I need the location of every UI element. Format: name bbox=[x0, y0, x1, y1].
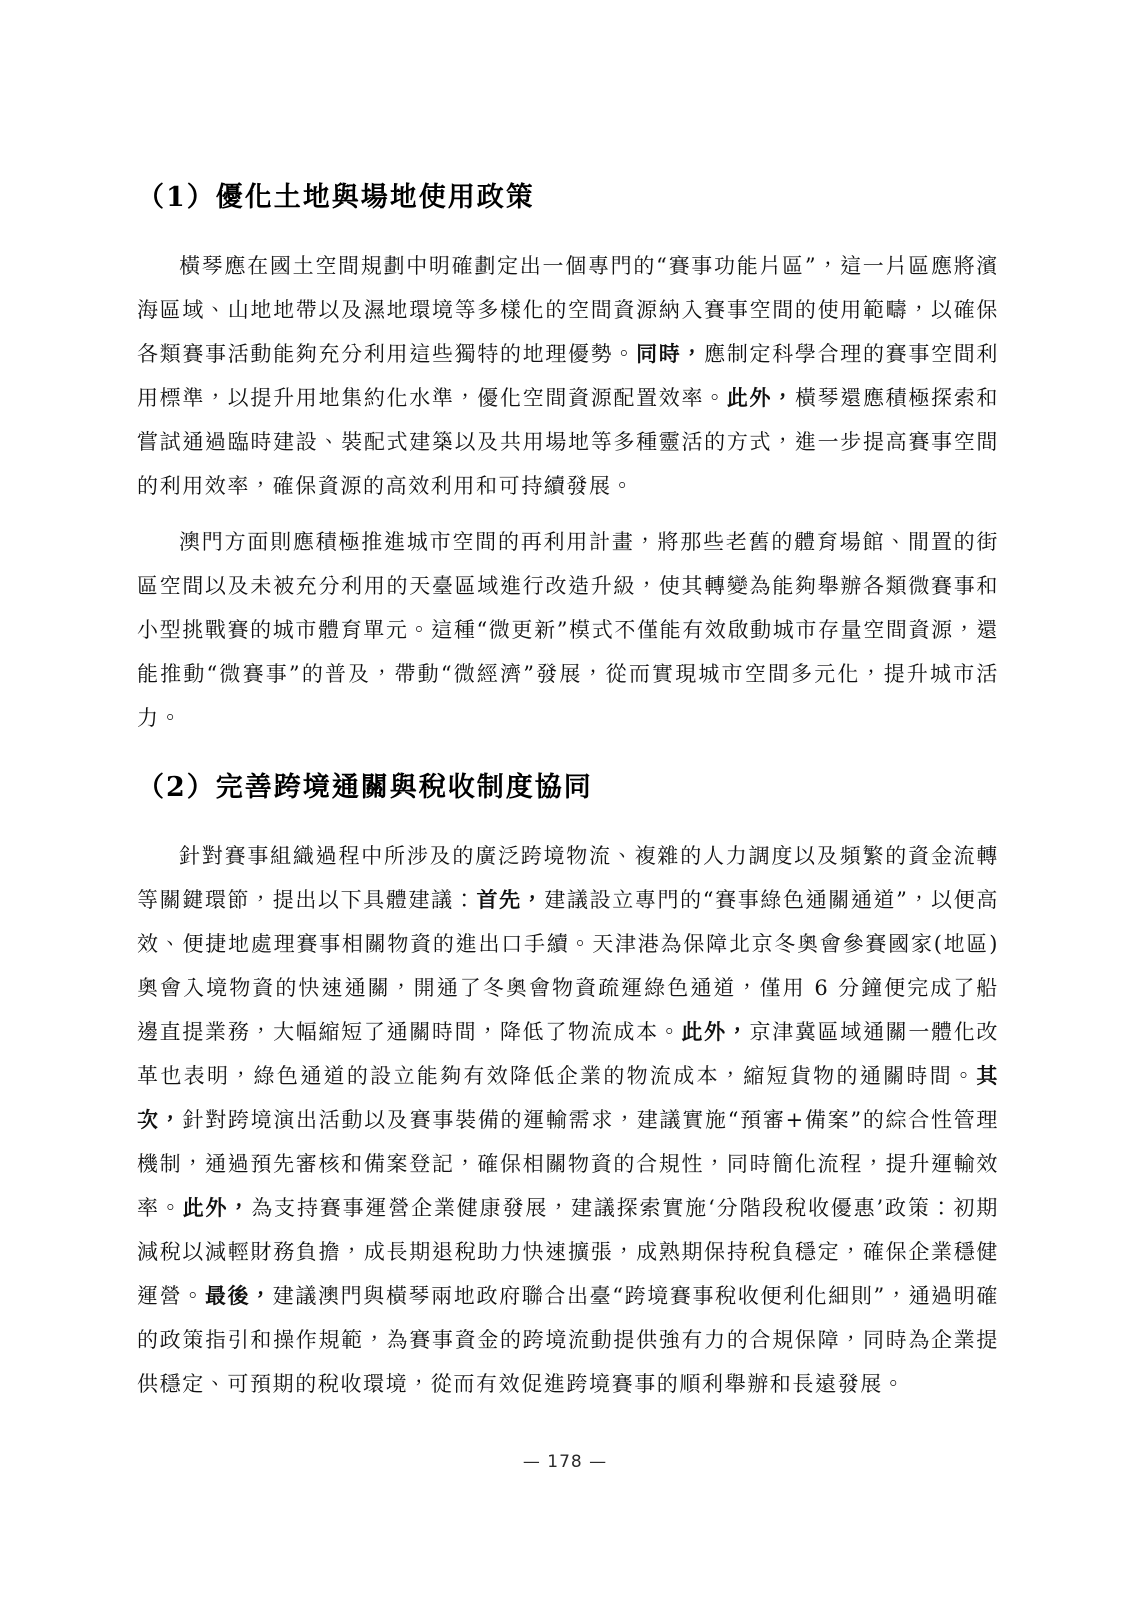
text-segment: 為支持賽事運營企業健康發展，建議探索實施‘分階段稅收優惠’政策：初期減稅以減輕財務負擔，成長期退稅助力快速擴張，成熟期保持稅負穩定，確保企業穩健運營。 bbox=[137, 1196, 999, 1308]
text-segment-bold: 最後， bbox=[204, 1283, 273, 1308]
section-2-heading: （2）完善跨境通關與稅收制度協同 bbox=[137, 772, 593, 803]
section-1-paragraph-1 bbox=[137, 244, 999, 508]
text-segment: 針對賽事組織過程中所涉及的廣泛跨境物流、複雜的人力調度以及頻繁的資金流轉等關鍵環節，提出以下具體建議： bbox=[137, 844, 999, 912]
section-1-paragraph-2 bbox=[137, 520, 999, 740]
text-segment: 澳門方面則應積極推進城市空間的再利用計畫，將那些老舊的體育場館、閒置的街區空間以及未被充分利用的天臺區域進行改造升級，使其轉變為能夠舉辦各類微賽事和小型挑戰賽的城市體育單元。這種“微更新”模式不僅能有效啟動城市存量空間資源，還能推動“微賽事”的普及，帶動“微經濟”發展，從而實現城市空間多元化，提升城市活力。 bbox=[137, 530, 999, 730]
text-segment: 應制定科學合理的賽事空間利用標準，以提升用地集約化水準，優化空間資源配置效率。 bbox=[137, 342, 999, 410]
page-number: — 178 — bbox=[522, 1452, 608, 1472]
text-segment-bold: 其次， bbox=[137, 1063, 999, 1132]
text-segment: 針對跨境演出活動以及賽事裝備的運輸需求，建議實施“預審+備案”的綜合性管理機制，通過預先審核和備案登記，確保相關物資的合規性，同時簡化流程，提升運輸效率。 bbox=[137, 1108, 1000, 1220]
section-1-heading: （1）優化土地與場地使用政策 bbox=[137, 182, 535, 213]
text-segment-bold: 此外， bbox=[182, 1195, 252, 1220]
text-segment: 橫琴還應積極探索和嘗試通過臨時建設、裝配式建築以及共用場地等多種靈活的方式，進一步提高賽事空間的利用效率，確保資源的高效利用和可持續發展。 bbox=[137, 386, 999, 498]
text-segment-bold: 此外， bbox=[726, 385, 795, 410]
section-2-paragraph-1 bbox=[137, 834, 999, 1406]
text-segment: 建議澳門與橫琴兩地政府聯合出臺“跨境賽事稅收便利化細則”，通過明確的政策指引和操作規範，為賽事資金的跨境流動提供強有力的合規保障，同時為企業提供穩定、可預期的稅收環境，從而有效促進跨境賽事的順利舉辦和長遠發展。 bbox=[137, 1284, 999, 1396]
text-segment-bold: 此外， bbox=[681, 1019, 750, 1044]
text-segment: 建議設立專門的“賽事綠色通關通道”，以便高效、便捷地處理賽事相關物資的進出口手續。天津港為保障北京冬奧會參賽國家(地區)奧會入境物資的快速通關，開通了冬奧會物資疏運綠色通道，僅用 6 分鐘便完成了船邊直提業務，大幅縮短了通關時間，降低了物流成本。 bbox=[137, 888, 999, 1044]
text-segment-bold: 同時， bbox=[636, 341, 705, 366]
text-segment: 橫琴應在國土空間規劃中明確劃定出一個專門的“賽事功能片區”，這一片區應將濱海區域、山地地帶以及濕地環境等多樣化的空間資源納入賽事空間的使用範疇，以確保各類賽事活動能夠充分利用這些獨特的地理優勢。 bbox=[137, 254, 999, 366]
page-content bbox=[137, 178, 999, 1418]
text-segment-bold: 首先， bbox=[476, 887, 545, 912]
text-segment: 京津冀區域通關一體化改革也表明，綠色通道的設立能夠有效降低企業的物流成本，縮短貨物的通關時間。 bbox=[137, 1020, 999, 1088]
